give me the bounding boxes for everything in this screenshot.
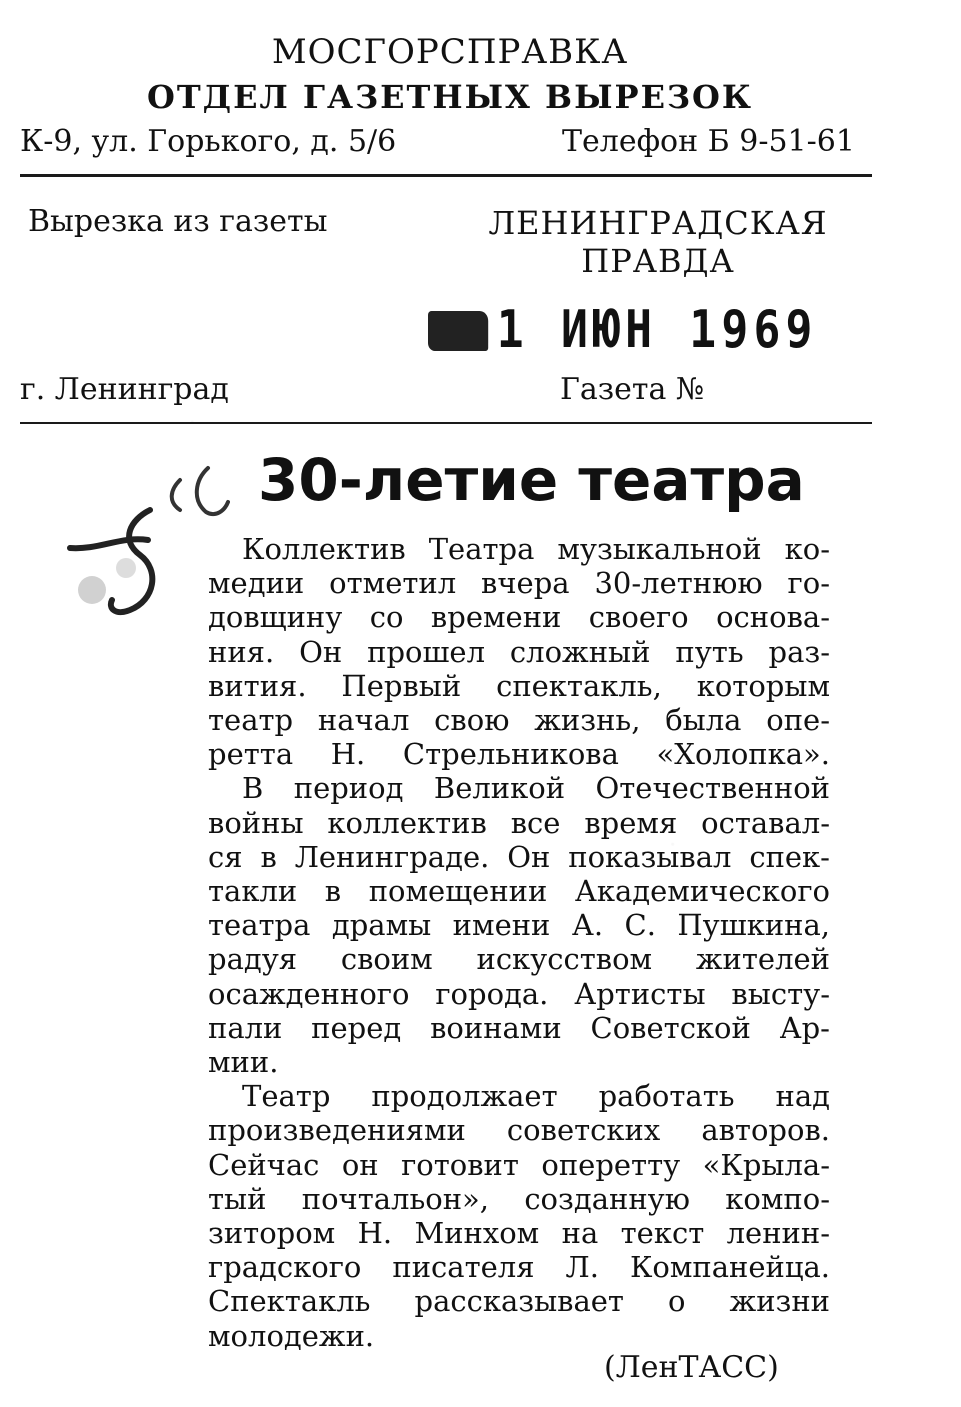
department-name: ОТДЕЛ ГАЗЕТНЫХ ВЫРЕЗОК — [146, 78, 754, 116]
text-line: произведениями советских авторов. — [208, 1113, 830, 1148]
header-divider — [20, 174, 872, 177]
agency-name: МОСГОРСПРАВКА — [271, 32, 629, 72]
text-line: мии. — [208, 1045, 279, 1080]
date-stamp — [428, 300, 818, 360]
text-line: В период Великой Отечественной — [242, 771, 830, 806]
text-line: такли в помещении Академического — [208, 874, 830, 909]
article-source: (ЛенТАСС) — [604, 1350, 779, 1385]
text-line: Сейчас он готовит оперетту «Крыла- — [208, 1147, 830, 1182]
text-line: молодежи. — [208, 1318, 375, 1353]
header-bottom-divider — [20, 422, 872, 424]
newspaper-name-line2: ПРАВДА — [581, 242, 735, 280]
text-line: градского писателя Л. Компанейца. — [208, 1250, 830, 1285]
article-paragraph-3 — [208, 1079, 830, 1353]
text-line: медии отметил вчера 30-летнюю го- — [208, 566, 830, 601]
clipping-label: Вырезка из газеты — [28, 204, 328, 239]
agency-address: К-9, ул. Горького, д. 5/6 — [20, 124, 397, 159]
agency-phone: Телефон Б 9-51-61 — [562, 124, 855, 159]
text-line: довщину со времени своего основа- — [208, 600, 830, 635]
text-line: тый почтальон», созданную компо- — [208, 1181, 830, 1216]
text-line: ретта Н. Стрельникова «Холопка». — [208, 737, 830, 772]
date-stamp-text: 1 ИЮН 1969 — [496, 300, 818, 360]
text-line: пали перед воинами Советской Ар- — [208, 1010, 830, 1045]
city-label: г. Ленинград — [20, 372, 229, 407]
article-paragraph-1 — [208, 532, 830, 771]
text-line: радуя своим искусством жителей — [208, 942, 830, 977]
article-title: 30-летие театра — [258, 446, 805, 514]
text-line: Коллектив Театра музыкальной ко- — [242, 532, 830, 566]
handwritten-mark-icon — [30, 440, 230, 640]
text-line: театра драмы имени А. С. Пушкина, — [208, 908, 830, 943]
text-line: войны коллектив все время оставал- — [208, 805, 830, 840]
ink-smudge-icon — [428, 311, 488, 351]
text-line: ния. Он прошел сложный путь раз- — [208, 634, 830, 669]
text-line: Театр продолжает работать над — [242, 1079, 830, 1114]
newspaper-name — [478, 204, 838, 280]
text-line: Спектакль рассказывает о жизни — [208, 1284, 830, 1319]
issue-number-label: Газета № — [560, 372, 705, 407]
text-line: осажденного города. Артисты высту- — [208, 976, 830, 1011]
text-line: театр начал свою жизнь, была опе- — [208, 703, 830, 738]
article-paragraph-2 — [208, 771, 830, 1079]
text-line: вития. Первый спектакль, которым — [208, 668, 830, 703]
text-line: ся в Ленинграде. Он показывал спек- — [208, 839, 830, 874]
newspaper-name-line1: ЛЕНИНГРАДСКАЯ — [488, 204, 828, 242]
article-body — [208, 532, 830, 1353]
text-line: зитором Н. Минхом на текст ленин- — [208, 1216, 830, 1251]
